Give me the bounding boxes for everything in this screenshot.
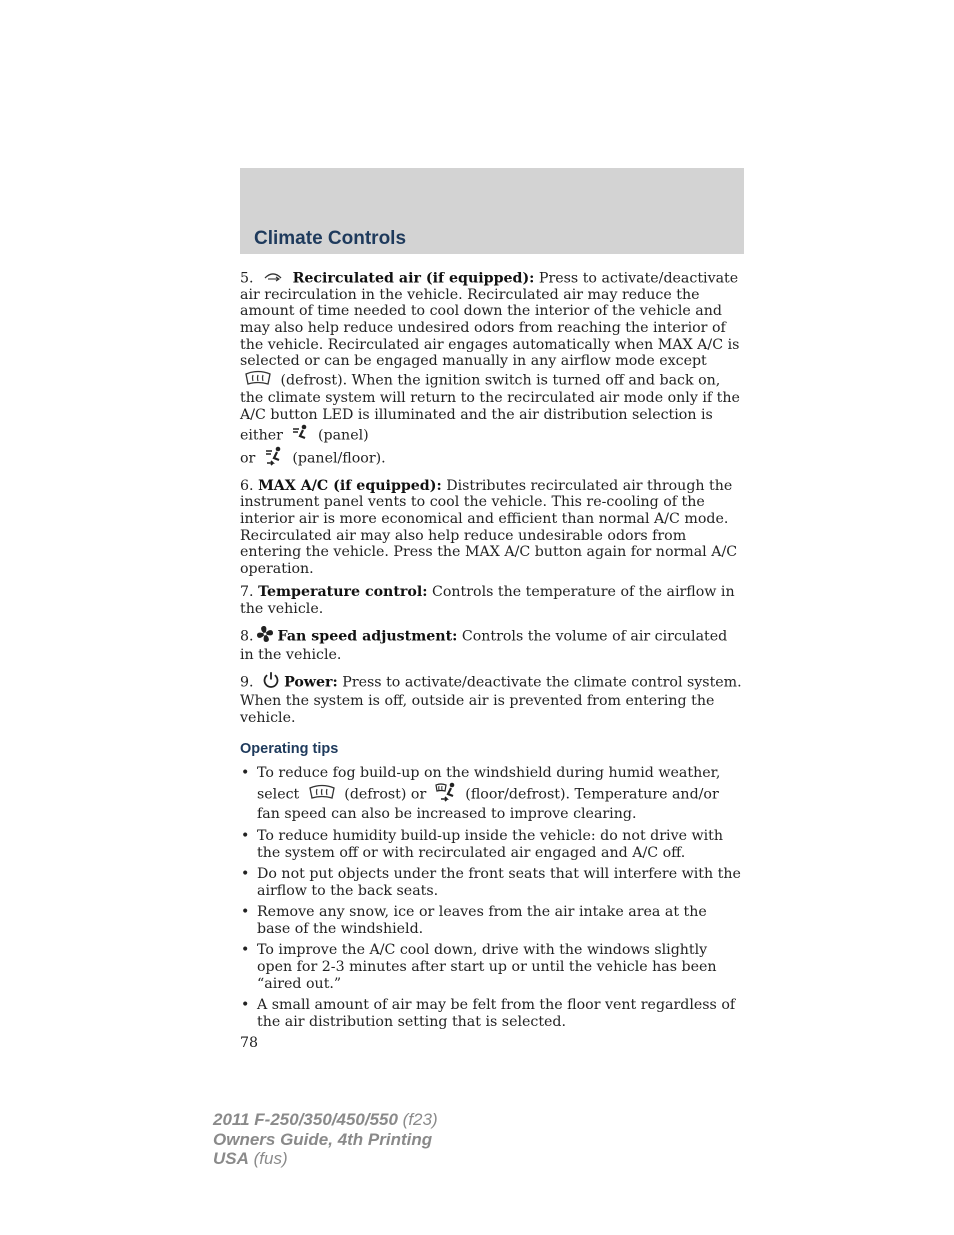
item-number: 7. <box>240 584 254 601</box>
tip-text: (defrost) or <box>344 786 427 803</box>
tip-text: Do not put objects under the front seats that will interfere with the airflow to the back seats. <box>257 866 741 899</box>
item-text: Controls the volume of air circulated in the vehicle. <box>240 627 728 664</box>
bullet: • <box>241 866 250 883</box>
item-number: 9. <box>240 674 254 691</box>
tip-text: Remove any snow, ice or leaves from the air intake area at the base of the windshield. <box>257 904 707 937</box>
list-item <box>240 866 744 899</box>
list-item <box>240 904 744 937</box>
list-item <box>240 828 744 861</box>
power-icon <box>262 671 280 694</box>
bullet: • <box>241 827 250 844</box>
footer-region-code: (fus) <box>248 1149 288 1168</box>
footer-line-1 <box>213 1110 438 1130</box>
tip-text: To reduce humidity build-up inside the vehicle: do not drive with the system off or with recirculated air engaged and A/C off. <box>257 827 724 861</box>
tip-text: To improve the A/C cool down, drive with the windows slightly open for 2-3 minutes after start up or until the vehicle has been “aired out.” <box>257 942 717 992</box>
item-number: 8. <box>240 627 254 644</box>
tip-text: To reduce fog build-up on the windshield during humid weather, select <box>257 765 721 803</box>
item-power <box>240 671 744 727</box>
document-footer <box>213 1110 438 1169</box>
list-item <box>240 765 744 823</box>
item-text: Distributes recirculated air through the instrument panel vents to cool the vehicle. This re-cooling of the interior air is more economical and efficient than normal A/C mode. Recirculated air may also help reduce undesirable odors from entering the vehicle. Press the MAX A/C button again for normal A/C operation. <box>240 477 738 577</box>
item-title: MAX A/C (if equipped): <box>258 477 442 494</box>
list-item <box>240 997 744 1030</box>
item-title: Fan speed adjustment: <box>277 627 458 644</box>
item-recirculated-air <box>240 270 744 471</box>
item-title: Power: <box>284 674 338 691</box>
bullet: • <box>241 765 250 782</box>
footer-line-2: Owners Guide, 4th Printing <box>213 1129 433 1149</box>
bullet: • <box>241 942 250 959</box>
footer-model: 2011 F-250/350/450/550 <box>213 1110 398 1129</box>
recirculated-air-icon <box>262 270 284 287</box>
defrost-icon <box>244 370 272 391</box>
bullet: • <box>241 997 250 1014</box>
bullet: • <box>241 904 250 921</box>
footer-code: (f23) <box>397 1110 438 1129</box>
floor-defrost-icon <box>435 782 457 807</box>
tip-text: (floor/defrost). Temperature and/or fan speed can also be increased to improve clearing. <box>257 786 719 823</box>
item-text: Controls the temperature of the airflow in the vehicle. <box>240 584 735 617</box>
item-text: or <box>240 450 256 467</box>
item-title: Temperature control: <box>258 584 428 601</box>
fan-icon <box>256 625 274 648</box>
item-text: (defrost). When the ignition switch is turned off and back on, the climate system will return to the recirculated air mode only if the A/C button LED is illuminated and the air distribution selection is either <box>240 372 740 443</box>
item-temperature-control <box>240 584 744 617</box>
item-number: 6. <box>240 477 254 494</box>
section-header <box>240 168 744 254</box>
section-title: Climate Controls <box>254 228 407 249</box>
item-title: Recirculated air (if equipped): <box>292 270 535 287</box>
operating-tips-list <box>240 765 744 1030</box>
panel-floor-icon <box>264 446 284 471</box>
list-item <box>240 942 744 992</box>
item-max-ac <box>240 478 744 578</box>
item-fan-speed <box>240 625 744 664</box>
item-text: Press to activate/deactivate the climate control system. When the system is off, outside air is prevented from entering the vehicle. <box>240 674 742 726</box>
footer-region: USA <box>213 1149 249 1168</box>
item-text: (panel/floor). <box>292 450 386 467</box>
tip-text: A small amount of air may be felt from the floor vent regardless of the air distribution setting that is selected. <box>257 997 736 1030</box>
item-number: 5. <box>240 270 254 287</box>
panel-vent-icon <box>291 424 309 447</box>
operating-tips-heading: Operating tips <box>240 740 339 757</box>
defrost-icon <box>308 784 336 805</box>
page-content <box>240 270 744 1052</box>
page-number: 78 <box>240 1035 259 1052</box>
item-text: (panel) <box>317 426 369 443</box>
item-text: Press to activate/deactivate air recirculation in the vehicle. Recirculated air may reduce the amount of time needed to cool down the interior of the vehicle and may also help reduce undesired odors from reaching the interior of the vehicle. Recirculated air engages automatically when MAX A/C is selected or can be engaged manually in any airflow mode except <box>240 270 740 370</box>
footer-line-3 <box>213 1149 438 1169</box>
